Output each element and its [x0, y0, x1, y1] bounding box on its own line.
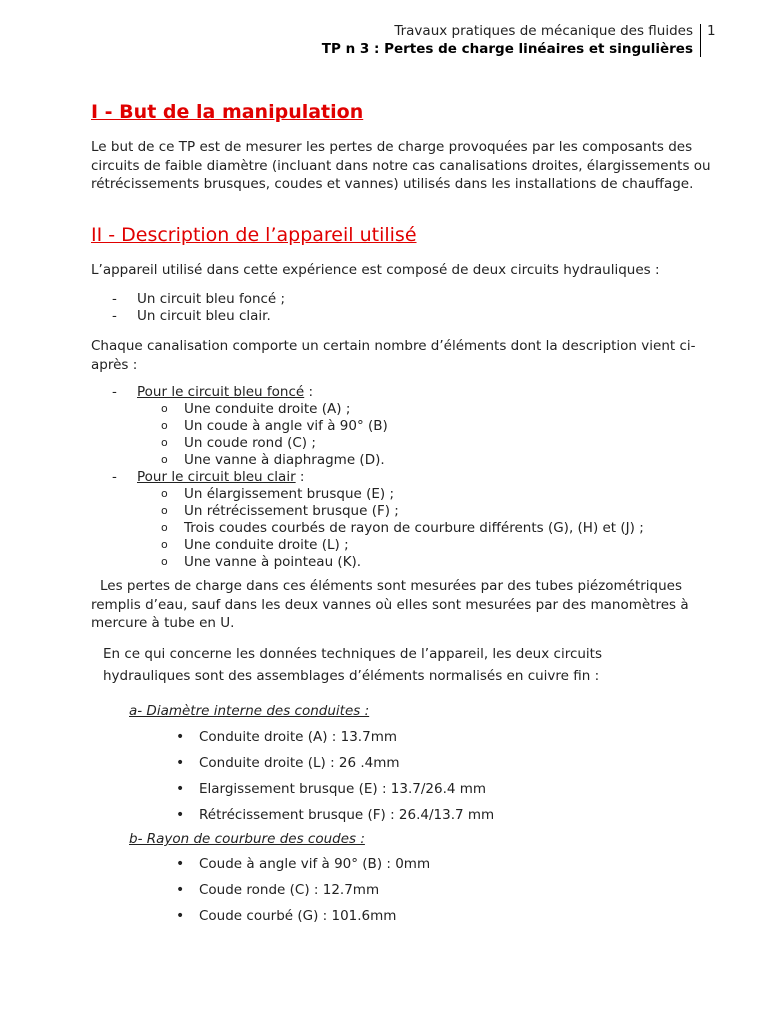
page-number: 1 — [707, 23, 716, 39]
list-item: • Coude ronde (C) : 12.7mm — [176, 881, 430, 907]
list-item: • Elargissement brusque (E) : 13.7/26.4 mm — [176, 780, 494, 806]
list-item: o Un rétrécissement brusque (F) ; — [137, 503, 644, 520]
list-item: - Un circuit bleu foncé ; — [112, 291, 285, 308]
dark-circuit-group: - Pour le circuit bleu foncé : o Une conduite droite (A) ; o Un coude à angle vif à 90° (B) o Un coude rond (C) ; o Une vanne à diaphragme (D). — [112, 384, 644, 469]
section2-title: II - Description de l’appareil utilisé — [91, 224, 417, 246]
elements-intro: Chaque canalisation comporte un certain nombre d’éléments dont la description vient ci-après : — [91, 338, 696, 373]
list-item: o Un élargissement brusque (E) ; — [137, 486, 644, 503]
radii-title: b- Rayon de courbure des coudes : — [129, 831, 365, 847]
list-item: o Une vanne à pointeau (K). — [137, 554, 644, 571]
elements-list — [112, 384, 644, 571]
header-divider — [700, 24, 701, 57]
list-item: • Coude à angle vif à 90° (B) : 0mm — [176, 855, 430, 881]
radii-list — [176, 855, 430, 933]
list-item: • Conduite droite (A) : 13.7mm — [176, 728, 494, 754]
list-item: o Un coude rond (C) ; — [137, 435, 644, 452]
light-circuit-items — [137, 486, 644, 571]
list-item: • Rétrécissement brusque (F) : 26.4/13.7 mm — [176, 806, 494, 832]
diameters-list — [176, 728, 494, 832]
header-tp-title: TP n 3 : Pertes de charge linéaires et singulières — [321, 41, 693, 57]
list-item: • Conduite droite (L) : 26 .4mm — [176, 754, 494, 780]
list-item: o Un coude à angle vif à 90° (B) — [137, 418, 644, 435]
dark-circuit-items — [137, 401, 644, 469]
section1-title: I - But de la manipulation — [91, 101, 364, 123]
list-item: o Une vanne à diaphragme (D). — [137, 452, 644, 469]
light-circuit-group: - Pour le circuit bleu clair : o Un élargissement brusque (E) ; o Un rétrécissement brusque (F) ; o Trois coudes courbés de rayon de courbure différents (G), (H) et (J) ; o Une conduite droite (L) ; o Une vanne à pointeau (K). — [112, 469, 644, 571]
circuits-list — [112, 291, 285, 325]
diameters-title: a- Diamètre interne des conduites : — [129, 703, 370, 719]
page-header — [0, 0, 768, 70]
light-circuit-label: Pour le circuit bleu clair — [137, 469, 296, 485]
losses-paragraph: Les pertes de charge dans ces éléments sont mesurées par des tubes piézométriques remplis d’eau, sauf dans les deux vannes où elles sont mesurées par des manomètres à mercure à tube en U. — [91, 578, 689, 631]
section2-intro: L’appareil utilisé dans cette expérience est composé de deux circuits hydrauliques : — [91, 262, 660, 278]
list-item: o Une conduite droite (L) ; — [137, 537, 644, 554]
header-subject: Travaux pratiques de mécanique des fluides — [394, 23, 693, 39]
list-item: - Un circuit bleu clair. — [112, 308, 285, 325]
tech-line-1: En ce qui concerne les données techniques de l’appareil, les deux circuits — [103, 646, 603, 662]
tech-line-2: hydrauliques sont des assemblages d’éléments normalisés en cuivre fin : — [103, 668, 600, 684]
dark-circuit-label: Pour le circuit bleu foncé — [137, 384, 305, 400]
list-item: • Coude courbé (G) : 101.6mm — [176, 907, 430, 933]
section1-body: Le but de ce TP est de mesurer les pertes de charge provoquées par les composants des circuits de faible diamètre (incluant dans notre cas canalisations droites, élargissements ou rétrécissements brusques, coudes et vannes) utilisés dans les installations de chauffage. — [91, 139, 711, 192]
list-item: o Une conduite droite (A) ; — [137, 401, 644, 418]
list-item: o Trois coudes courbés de rayon de courbure différents (G), (H) et (J) ; — [137, 520, 644, 537]
